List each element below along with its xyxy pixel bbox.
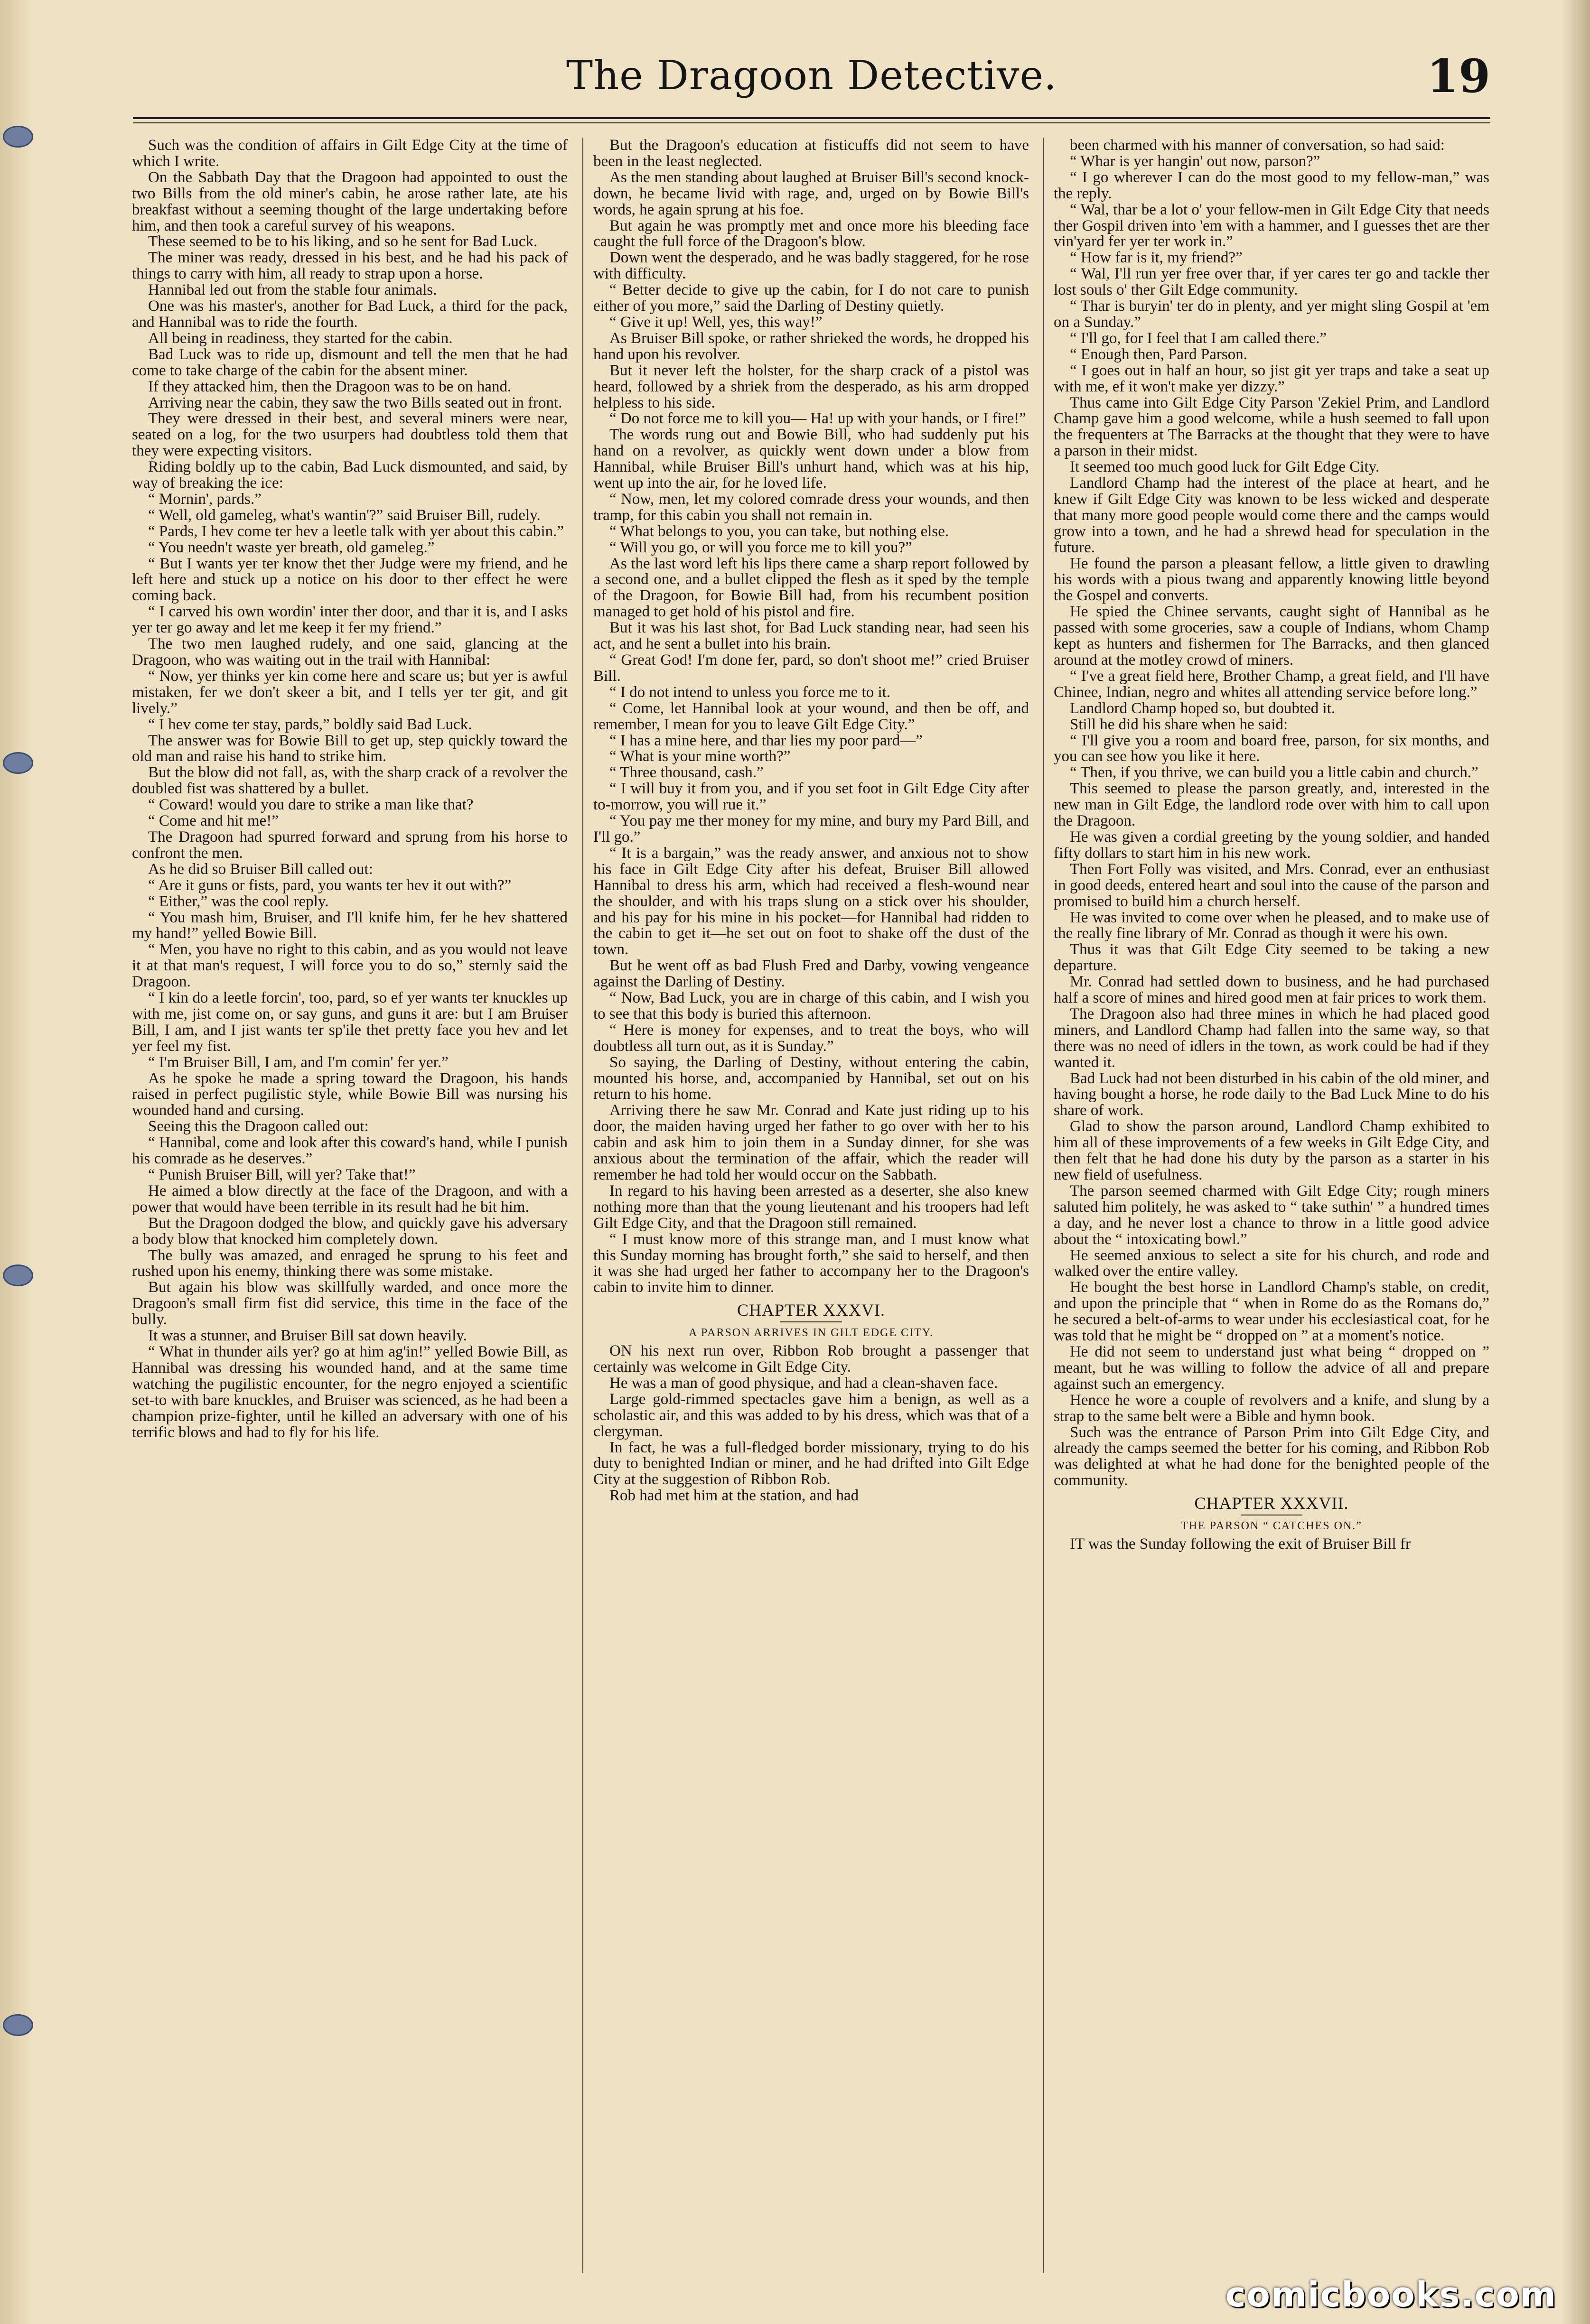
paragraph: “ Well, old gameleg, what's wantin'?” said Bruiser Bill, rudely. (148, 506, 541, 524)
header-rule (133, 117, 1490, 119)
paragraph: “ Give it up! Well, yes, this way!” (609, 313, 823, 331)
paragraph: been charmed with his manner of conversation, so had said: (1070, 138, 1445, 154)
paragraph: But the blow did not fall, as, with the sharp crack of a revolver the doubled fist was shattered by a bullet. (132, 764, 568, 798)
paragraph: Large gold-rimmed spectacles gave him a benign, as well as a scholastic air, and this was added to by his dress, which was that of a clergyman. (593, 1390, 1029, 1440)
column-divider (582, 138, 583, 2273)
paragraph: Thus came into Gilt Edge City Parson 'Zekiel Prim, and Landlord Champ gave him a good welcome, while a hush seemed to fall upon the frequenters at The Barracks at the thought that they were to have a parson in their midst. (1054, 394, 1489, 460)
paragraph: “ Wal, thar be a lot o' your fellow-men in Gilt Edge City that needs ther Gospil driven into 'em with a hammer, and I guesses thet are ther vin'yard fer yer ter work in.” (1054, 201, 1489, 251)
paragraph: “ I go wherever I can do the most good to my fellow-man,” was the reply. (1054, 168, 1489, 202)
chapter-36-heading: CHAPTER XXXVI. (737, 1301, 885, 1320)
page-edge-shadow (1562, 0, 1590, 2324)
column-2-body-continued (593, 1343, 1029, 1504)
paragraph: Mr. Conrad had settled down to business, and he had purchased half a score of mines and hired good men at fair prices to work them. (1054, 973, 1489, 1007)
paragraph: “ Enough then, Pard Parson. (1070, 345, 1247, 363)
paragraph: “ Great God! I'm done fer, pard, so don't shoot me!” cried Bruiser Bill. (593, 651, 1029, 685)
paragraph: He bought the best horse in Landlord Champ's stable, on credit, and upon the principle that “ when in Rome do as the Romans do,” he secured a belt-of-arms to wear under his ecclesiastical coat, for he was told that he might be “ dropped on ” at a moment's notice. (1054, 1279, 1489, 1345)
paragraph: “ I've a great field here, Brother Champ, a great field, and I'll have Chinee, Indian, negro and whites all attending service before long.” (1054, 667, 1489, 701)
paragraph: They were dressed in their best, and several miners were near, seated on a log, for the two usurpers had doubtless told them that they were expecting visitors. (132, 410, 568, 460)
binding-hole (3, 1264, 33, 1286)
paragraph: So saying, the Darling of Destiny, without entering the cabin, mounted his horse, and, accompanied by Hannibal, set out on his return to his home. (593, 1053, 1029, 1103)
binding-hole (3, 752, 33, 774)
paragraph: It was a stunner, and Bruiser Bill sat down heavily. (148, 1327, 467, 1345)
paragraph: “ Wal, I'll run yer free over thar, if yer cares ter go and tackle ther lost souls o' ther Gilt Edge community. (1054, 265, 1489, 299)
column-divider (1043, 138, 1044, 2273)
paragraph: This seemed to please the parson greatly, and, interested in the new man in Gilt Edge, the landlord rode over with him to call upon the Dragoon. (1054, 780, 1489, 830)
chapter-36-subtitle: A PARSON ARRIVES IN GILT EDGE CITY. (688, 1327, 934, 1339)
paragraph: On the Sabbath Day that the Dragoon had appointed to oust the two Bills from the old miner's cabin, he arose rather late, ate his breakfast without a seeming thought of the large undertaking before him, and then took a careful survey of his weapons. (132, 168, 568, 234)
paragraph: “ Now, Bad Luck, you are in charge of this cabin, and I wish you to see that this body is buried this afternoon. (593, 989, 1029, 1023)
paragraph: As he spoke he made a spring toward the Dragoon, his hands raised in perfect pugilistic style, while Bowie Bill was nursing his wounded hand and cursing. (132, 1069, 568, 1119)
paragraph: “ But I wants yer ter know thet ther Judge were my friend, and he left here and stuck up a notice on his door to ther effect he were coming back. (132, 555, 568, 604)
paragraph: The answer was for Bowie Bill to get up, step quickly toward the old man and raise his hand to strike him. (132, 732, 568, 765)
paragraph: In regard to his having been arrested as a deserter, she also knew nothing more than that the young lieutenant and his troopers had left Gilt Edge City, and that the Dragoon still remained. (593, 1182, 1029, 1232)
paragraph: Bad Luck had not been disturbed in his cabin of the old miner, and having bought a horse, he rode daily to the Bad Luck Mine to do his share of work. (1054, 1069, 1489, 1119)
paragraph: “ Punish Bruiser Bill, will yer? Take that!” (148, 1166, 416, 1183)
paragraph: The words rung out and Bowie Bill, who had suddenly put his hand on a revolver, as quickly went down under a blow from Hannibal, while Bruiser Bill's unhurt hand, which was at his hip, went up into the air, for he loved life. (593, 426, 1029, 492)
paragraph: “ Then, if you thrive, we can build you a little cabin and church.” (1070, 764, 1478, 781)
paragraph: Then Fort Folly was visited, and Mrs. Conrad, ever an enthusiast in good deeds, entered heart and soul into the cause of the parson and promised to build him a church herself. (1054, 860, 1489, 910)
paragraph: As the last word left his lips there came a sharp report followed by a second one, and a bullet clipped the flesh as it sped by the temple of the Dragoon, for Bowie Bill had, from his recumbent position managed to get hold of his pistol and fire. (593, 555, 1029, 621)
paragraph: “ Coward! would you dare to strike a man like that? (148, 796, 474, 814)
paragraph: But again he was promptly met and once more his bleeding face caught the full force of the Dragoon's blow. (593, 217, 1029, 251)
paragraph: ON his next run over, Ribbon Rob brought a passenger that certainly was welcome in Gilt Edge City. (593, 1342, 1029, 1376)
paragraph: “ I has a mine here, and thar lies my poor pard—” (609, 732, 923, 749)
paragraph: All being in readiness, they started for the cabin. (148, 329, 453, 347)
paragraph: Arriving near the cabin, they saw the two Bills seated out in front. (148, 394, 562, 411)
paragraph: “ I kin do a leetle forcin', too, pard, so ef yer wants ter knuckles up with me, jist come on, or say guns, and guns it are: but I am Bruiser Bill, I am, and I jist wants ter sp'ile thet pretty face you hev and let yer feel my fist. (132, 989, 568, 1055)
header-rule-thin (133, 122, 1490, 123)
paragraph: But the Dragoon's education at fisticuffs did not seem to have been in the least neglected. (593, 138, 1029, 170)
paragraph: IT was the Sunday following the exit of Bruiser Bill fr (1070, 1535, 1411, 1552)
paragraph: The bully was amazed, and enraged he sprung to his feet and rushed upon his enemy, thinking there was some mistake. (132, 1246, 568, 1280)
page-header (133, 49, 1490, 114)
text-column-2 (593, 138, 1029, 2273)
paragraph: Riding boldly up to the cabin, Bad Luck dismounted, and said, by way of breaking the ice: (132, 458, 568, 492)
paragraph: Glad to show the parson around, Landlord Champ exhibited to him all of these improvements of a few weeks in Gilt Edge City, and then felt that he had done his duty by the parson as a starter in his new field of usefulness. (1054, 1118, 1489, 1183)
paragraph: He seemed anxious to select a site for his church, and rode and walked over the entire valley. (1054, 1246, 1489, 1280)
paragraph: “ Thar is buryin' ter do in plenty, and yer might sling Gospil at 'em on a Sunday.” (1054, 297, 1489, 331)
paragraph: “ Men, you have no right to this cabin, and as you would not leave it at that man's request, I will force you to do so,” sternly said the Dragoon. (132, 941, 568, 991)
paragraph: The two men laughed rudely, and one said, glancing at the Dragoon, who was waiting out in the trail with Hannibal: (132, 635, 568, 669)
paragraph: “ What is your mine worth?” (609, 748, 791, 765)
paragraph: “ Here is money for expenses, and to treat the boys, who will doubtless all turn out, as it is Sunday.” (593, 1021, 1029, 1055)
paragraph: But again his blow was skillfully warded, and once more the Dragoon's small firm fist did service, this time in the face of the bully. (132, 1279, 568, 1329)
paragraph: “ You needn't waste yer breath, old gameleg.” (148, 539, 435, 556)
paragraph: “ Will you go, or will you force me to kill you?” (609, 539, 912, 556)
paragraph: “ I'll go, for I feel that I am called there.” (1070, 329, 1327, 347)
paragraph: “ Do not force me to kill you— Ha! up with your hands, or I fire!” (609, 410, 1026, 428)
page-number: 19 (1427, 49, 1490, 103)
text-column-3 (1054, 138, 1489, 2273)
binding-hole (3, 126, 33, 148)
paragraph: He spied the Chinee servants, caught sight of Hannibal as he passed with some groceries, saw a couple of Indians, whom Champ kept as hunters and fishermen for The Barracks, and then glanced around at the motley crowd of miners. (1054, 603, 1489, 669)
paragraph: “ Better decide to give up the cabin, for I do not care to punish either of you more,” said the Darling of Destiny quietly. (593, 281, 1029, 315)
paragraph: “ Three thousand, cash.” (609, 764, 764, 781)
paragraph: Arriving there he saw Mr. Conrad and Kate just riding up to his door, the maiden having urged her father to go over with her to his cabin and ask him to join them in a Sunday dinner, for she was anxious about the termination of the affair, which the reader will remember he had told her would occur on the Sabbath. (593, 1102, 1029, 1183)
paragraph: Such was the condition of affairs in Gilt Edge City at the time of which I write. (132, 138, 568, 170)
paragraph: “ Mornin', pards.” (148, 490, 262, 508)
paragraph: One was his master's, another for Bad Luck, a third for the pack, and Hannibal was to ride the fourth. (132, 297, 568, 331)
paragraph: Bad Luck was to ride up, dismount and tell the men that he had come to take charge of the cabin for the absent miner. (132, 345, 568, 379)
paragraph: “ Now, yer thinks yer kin come here and scare us; but yer is awful mistaken, fer we don't skeer a bit, and I tells yer ter git, and git lively.” (132, 667, 568, 717)
chapter-37-subtitle: THE PARSON “ CATCHES ON.” (1181, 1520, 1362, 1533)
paragraph: He found the parson a pleasant fellow, a little given to drawling his words with a pious twang and apparently knowing little beyond the Gospel and converts. (1054, 555, 1489, 604)
paragraph: These seemed to be to his liking, and so he sent for Bad Luck. (148, 233, 538, 251)
paragraph: The Dragoon also had three mines in which he had placed good miners, and Landlord Champ had fallen into the same way, so that there was no need of idlers in the town, as work could be had if they wanted it. (1054, 1005, 1489, 1071)
paragraph: “ What in thunder ails yer? go at him ag'in!” yelled Bowie Bill, as Hannibal was dressing his wounded hand, and at the same time watching the pugilistic encounter, for the negro enjoyed a scientific set-to with bare knuckles, and Bruiser was scienced, as he had been a champion prize-fighter, until he killed an adversary with one of his terrific blows and had to fly for his life. (132, 1343, 568, 1441)
paragraph: “ I must know more of this strange man, and I must know what this Sunday morning has brought forth,” she said to herself, and then it was she had urged her father to accompany her to the Dragoon's cabin to invite him to dinner. (593, 1230, 1029, 1296)
paragraph: It seemed too much good luck for Gilt Edge City. (1070, 458, 1380, 476)
paragraph: “ It is a bargain,” was the ready answer, and anxious not to show his face in Gilt Edge City after his defeat, Bruiser Bill allowed Hannibal to dress his arm, which had received a flesh-wound near the shoulder, and with his traps slung on a stick over his shoulder, and his pay for his mine in his pocket—for Hannibal had ridden to the cabin to get it—he set out on foot to shake off the dust of the town. (593, 844, 1029, 958)
paragraph: Hannibal led out from the stable four animals. (148, 281, 437, 299)
paragraph: Down went the desperado, and he was badly staggered, for he rose with difficulty. (593, 249, 1029, 283)
paragraph: The Dragoon had spurred forward and sprung from his horse to confront the men. (132, 828, 568, 862)
paragraph: But it was his last shot, for Bad Luck standing near, had seen his act, and he sent a bullet into his brain. (593, 619, 1029, 653)
paragraph: “ Hannibal, come and look after this coward's hand, while I punish his comrade as he deserves.” (132, 1134, 568, 1168)
running-title: The Dragoon Detective. (566, 52, 1057, 99)
column-2-body (593, 138, 1029, 1296)
paragraph: He was invited to come over when he pleased, and to make use of the really fine library of Mr. Conrad as though it were his own. (1054, 909, 1489, 942)
paragraph: Landlord Champ had the interest of the place at heart, and he knew if Gilt Edge City was known to be less wicked and desperate that many more good people would come there and the camps would grow into a town, and he had a shrewd head for speculation in the future. (1054, 474, 1489, 556)
paragraph: If they attacked him, then the Dragoon was to be on hand. (148, 378, 512, 395)
paragraph: “ I hev come ter stay, pards,” boldly said Bad Luck. (148, 716, 472, 733)
paragraph: He aimed a blow directly at the face of the Dragoon, and with a power that would have been terrible in its result had he bit him. (132, 1182, 568, 1216)
paragraph: As he did so Bruiser Bill called out: (148, 860, 373, 878)
paragraph: Such was the entrance of Parson Prim into Gilt Edge City, and already the camps seemed the better for his coming, and Ribbon Rob was delighted at what he had done for the benighted people of the community. (1054, 1423, 1489, 1489)
paragraph: “ You mash him, Bruiser, and I'll knife him, fer he hev shattered my hand!” yelled Bowie Bill. (132, 909, 568, 942)
paragraph: “ What belongs to you, you can take, but nothing else. (609, 522, 949, 540)
paragraph: The miner was ready, dressed in his best, and he had his pack of things to carry with him, all ready to strap upon a horse. (132, 249, 568, 283)
chapter-rule (780, 1321, 842, 1322)
paragraph: Landlord Champ hoped so, but doubted it. (1070, 699, 1336, 717)
text-column-1 (132, 138, 568, 2273)
paragraph: “ I carved his own wordin' inter ther door, and thar it is, and I asks yer ter go away and let me keep it fer my friend.” (132, 603, 568, 637)
paragraph: “ I will buy it from you, and if you set foot in Gilt Edge City after to-morrow, you will rue it.” (593, 780, 1029, 814)
paragraph: Seeing this the Dragoon called out: (148, 1118, 369, 1135)
paragraph: As the men standing about laughed at Bruiser Bill's second knock-down, he became livid with rage, and, urged on by Bowie Bill's words, he again sprung at his foe. (593, 168, 1029, 218)
binding-hole (3, 2014, 33, 2036)
paragraph: “ Whar is yer hangin' out now, parson?” (1070, 152, 1320, 170)
paragraph: “ You pay me ther money for my mine, and bury my Pard Bill, and I'll go.” (593, 812, 1029, 846)
paragraph: “ Pards, I hev come ter hev a leetle talk with yer about this cabin.” (148, 522, 564, 540)
paragraph: But the Dragoon dodged the blow, and quickly gave his adversary a body blow that knocked him completely down. (132, 1214, 568, 1248)
column-3-body-continued (1054, 1536, 1489, 1552)
paragraph: “ I'm Bruiser Bill, I am, and I'm comin' fer yer.” (148, 1053, 449, 1071)
paragraph: He did not seem to understand just what being “ dropped on ” meant, but he was willing to follow the advice of all and prepare against such an emergency. (1054, 1343, 1489, 1393)
paragraph: “ Are it guns or fists, pard, you wants ter hev it out with?” (148, 876, 512, 894)
paragraph: He was a man of good physique, and had a clean-shaven face. (609, 1374, 998, 1392)
paragraph: As Bruiser Bill spoke, or rather shrieked the words, he dropped his hand upon his revolver. (593, 329, 1029, 363)
paragraph: “ Now, men, let my colored comrade dress your wounds, and then tramp, for this cabin you shall not remain in. (593, 490, 1029, 524)
paragraph: But he went off as bad Flush Fred and Darby, vowing vengeance against the Darling of Destiny. (593, 957, 1029, 991)
paragraph: “ Either,” was the cool reply. (148, 892, 329, 910)
paragraph: “ I goes out in half an hour, so jist git yer traps and take a seat up with me, ef it won't make yer dizzy.” (1054, 362, 1489, 395)
paragraph: In fact, he was a full-fledged border missionary, trying to do his duty to benighted Indian or miner, and he had drifted into Gilt Edge City at the suggestion of Ribbon Rob. (593, 1439, 1029, 1488)
paragraph: Rob had met him at the station, and had (609, 1487, 859, 1505)
paragraph: Thus it was that Gilt Edge City seemed to be taking a new departure. (1054, 941, 1489, 975)
watermark-logo: comicbooks.com (1225, 2275, 1557, 2315)
binding-gutter (0, 0, 33, 2324)
paragraph: “ I do not intend to unless you force me to it. (609, 683, 891, 701)
chapter-37-heading: CHAPTER XXXVII. (1194, 1494, 1349, 1513)
paragraph: But it never left the holster, for the sharp crack of a pistol was heard, followed by a shriek from the desperado, as his arm dropped helpless to his side. (593, 362, 1029, 411)
paragraph: “ How far is it, my friend?” (1070, 249, 1243, 267)
column-3-body (1054, 138, 1489, 1489)
paragraph: Still he did his share when he said: (1070, 716, 1288, 733)
paragraph: “ Come, let Hannibal look at your wound, and then be off, and remember, I mean for you to leave Gilt Edge City.” (593, 699, 1029, 733)
paragraph: “ I'll give you a room and board free, parson, for six months, and you can see how you like it here. (1054, 732, 1489, 765)
paragraph: “ Come and hit me!” (148, 812, 279, 830)
paragraph: The parson seemed charmed with Gilt Edge City; rough miners saluted him politely, he was asked to “ take suthin' ” a hundred times a day, and he never lost a chance to throw in a little good advice about the “ intoxicating bowl.” (1054, 1182, 1489, 1248)
paragraph: Hence he wore a couple of revolvers and a knife, and slung by a strap to the same belt were a Bible and hymn book. (1054, 1391, 1489, 1425)
paragraph: He was given a cordial greeting by the young soldier, and handed fifty dollars to start him in his new work. (1054, 828, 1489, 862)
